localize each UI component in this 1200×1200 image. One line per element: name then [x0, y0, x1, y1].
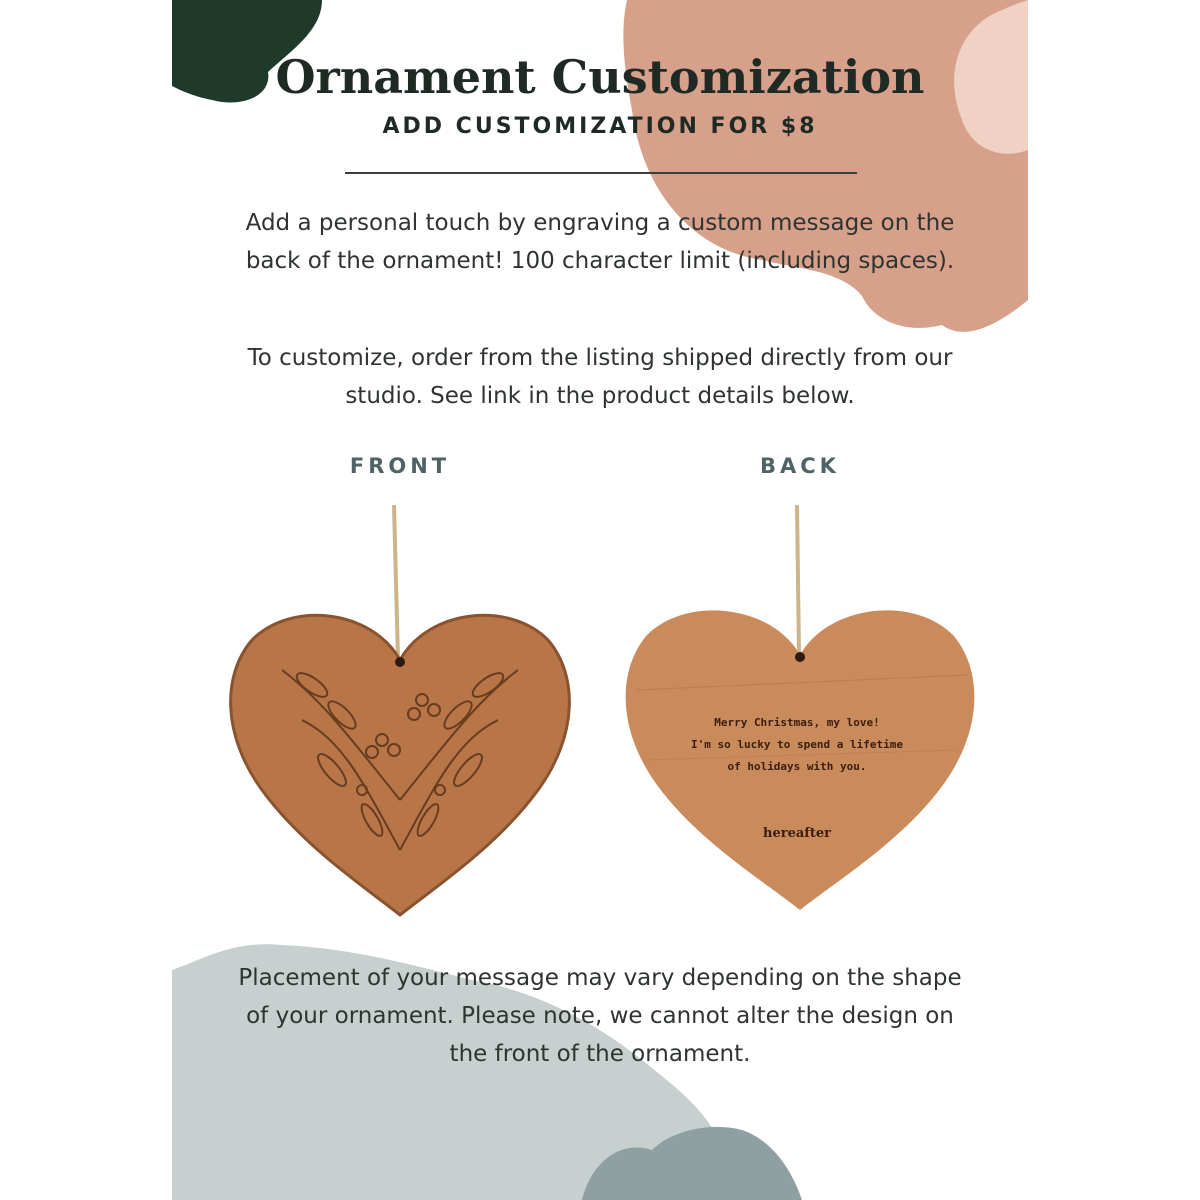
price-subtitle: ADD CUSTOMIZATION FOR $8 [382, 114, 818, 139]
brand-engraving: hereafter [763, 826, 831, 841]
back-ornament-image [617, 500, 987, 920]
hanging-string [394, 505, 398, 660]
engraved-message-line: of holidays with you. [727, 760, 867, 773]
placement-note: Placement of your message may vary depending on the shape of your ornament. Please note, we cannot alter the design on the front of the ornament. [238, 965, 962, 1067]
page-title: Ornament Customization [275, 50, 925, 104]
engraving-description: Add a personal touch by engraving a custom message on the back of the ornament! 100 character limit (including spaces). [245, 210, 955, 274]
engraved-message-line: I'm so lucky to spend a lifetime [691, 738, 903, 751]
engraved-message-line: Merry Christmas, my love! [714, 716, 880, 729]
title-divider [345, 172, 857, 174]
engraved-message [672, 712, 922, 778]
hang-hole [395, 657, 405, 667]
front-ornament-image [222, 500, 582, 920]
customization-card [172, 0, 1028, 1200]
hang-hole [795, 652, 805, 662]
back-label: BACK [760, 454, 840, 478]
hanging-string [797, 505, 799, 655]
ordering-instructions: To customize, order from the listing shipped directly from our studio. See link in the product details below. [247, 345, 953, 409]
front-label: FRONT [349, 454, 451, 478]
